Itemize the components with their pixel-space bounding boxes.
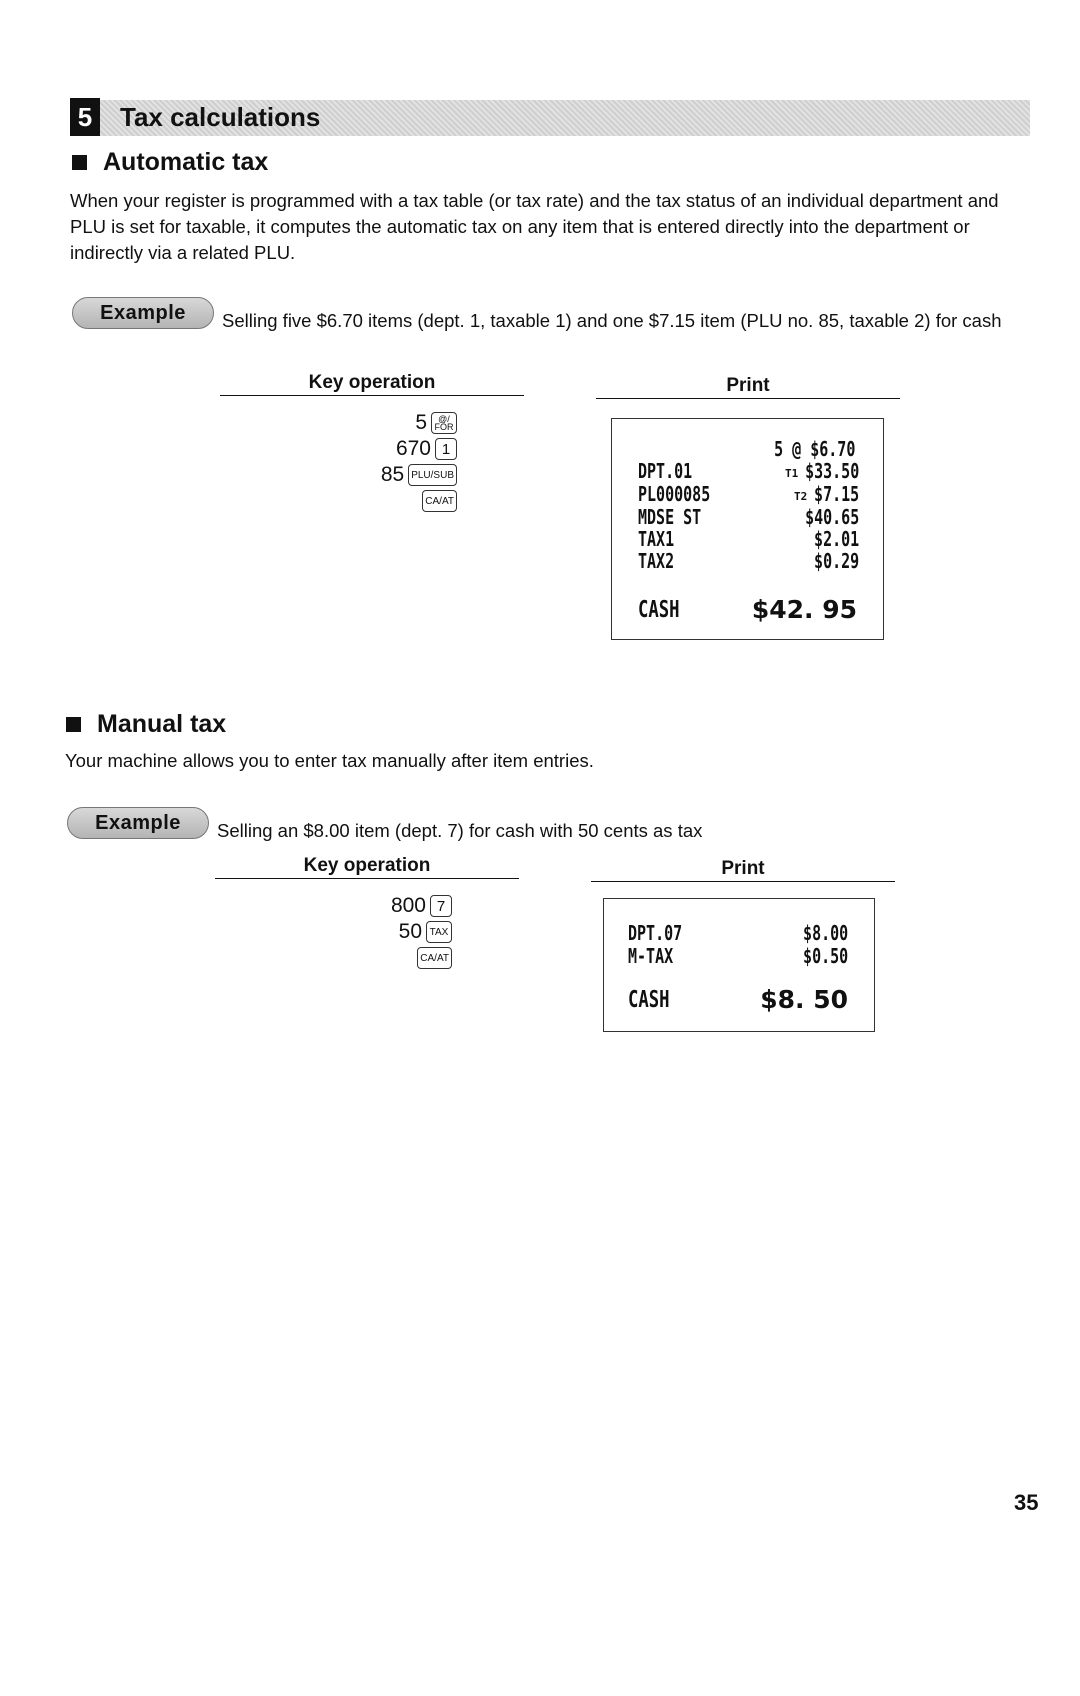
example-description: Selling an $8.00 item (dept. 7) for cash with 50 cents as tax <box>217 820 703 841</box>
example-badge: Example <box>67 807 209 839</box>
receipt-line-label: TAX1 <box>638 527 675 551</box>
key-step <box>381 462 457 488</box>
receipt-line-label: M-TAX <box>628 944 674 968</box>
section-title: Tax calculations <box>120 102 321 132</box>
print-header: Print <box>591 858 895 882</box>
receipt-print <box>603 898 875 1032</box>
receipt-line-label: DPT.07 <box>628 921 683 945</box>
key-step <box>422 488 457 514</box>
receipt-line-amount: $8.00 <box>802 921 848 945</box>
key-operation-sequence <box>300 410 457 520</box>
key-step <box>399 919 452 945</box>
receipt-print <box>611 418 884 640</box>
automatic-tax-heading-text: Automatic tax <box>103 148 269 176</box>
receipt-line-amount: $0.50 <box>802 944 848 968</box>
manual-tax-heading-text: Manual tax <box>97 710 227 738</box>
key-operation-header: Key operation <box>220 372 524 396</box>
page-number: 35 <box>1014 1490 1039 1515</box>
section-number-badge: 5 <box>70 98 100 136</box>
receipt-line-amount: $7.15 <box>813 482 859 506</box>
entry-number: 85 <box>380 463 405 486</box>
entry-number: 670 <box>395 437 431 460</box>
department-key: 7 <box>430 895 452 917</box>
receipt-quantity-line: 5 @ $6.70 <box>773 437 855 461</box>
department-key: 1 <box>435 438 457 460</box>
ca-at-key: CA/AT <box>417 947 452 969</box>
tax-status-tag: T2 <box>794 490 808 503</box>
key-step <box>391 893 452 919</box>
key-step <box>396 436 457 462</box>
receipt-line-amount: $40.65 <box>804 505 859 529</box>
receipt-line-label: DPT.01 <box>638 459 693 483</box>
key-step <box>415 410 457 436</box>
ca-at-key: CA/AT <box>422 490 457 512</box>
entry-number: 800 <box>390 894 426 917</box>
tax-key: TAX <box>426 921 452 943</box>
automatic-tax-heading <box>72 148 268 177</box>
receipt-total-label: CASH <box>628 987 670 1013</box>
receipt-line-label: TAX2 <box>638 549 675 573</box>
key-operation-sequence <box>300 893 452 977</box>
receipt-total-label: CASH <box>638 597 680 623</box>
plu-sub-key: PLU/SUB <box>408 464 457 486</box>
print-header: Print <box>596 375 900 399</box>
bullet-square-icon <box>72 155 87 170</box>
entry-number: 50 <box>398 920 422 943</box>
key-operation-header: Key operation <box>215 855 519 879</box>
manual-tax-heading <box>66 710 226 739</box>
example-description: Selling five $6.70 items (dept. 1, taxable 1) and one $7.15 item (PLU no. 85, taxable 2) for cash <box>222 310 1002 331</box>
bullet-square-icon <box>66 717 81 732</box>
receipt-line-amount: $0.29 <box>813 549 859 573</box>
key-step <box>417 945 452 971</box>
tax-status-tag: T1 <box>785 467 799 480</box>
entry-number: 5 <box>415 411 427 434</box>
manual-tax-paragraph: Your machine allows you to enter tax manually after item entries. <box>65 750 594 771</box>
receipt-line-label: MDSE ST <box>638 505 702 529</box>
receipt-line-label: PL000085 <box>638 482 711 506</box>
at-for-key: @/ FOR <box>431 412 457 434</box>
automatic-tax-paragraph: When your register is programmed with a tax table (or tax rate) and the tax status of an individual department and PLU is set for taxable, it computes the automatic tax on any item that is entered directly into the department or indirectly via a related PLU. <box>70 190 999 263</box>
example-badge: Example <box>72 297 214 329</box>
receipt-line-amount: $2.01 <box>813 527 859 551</box>
receipt-total-amount: $42. 95 <box>751 595 857 624</box>
receipt-line-amount: $33.50 <box>804 459 859 483</box>
receipt-total-amount: $8. 50 <box>760 985 848 1014</box>
